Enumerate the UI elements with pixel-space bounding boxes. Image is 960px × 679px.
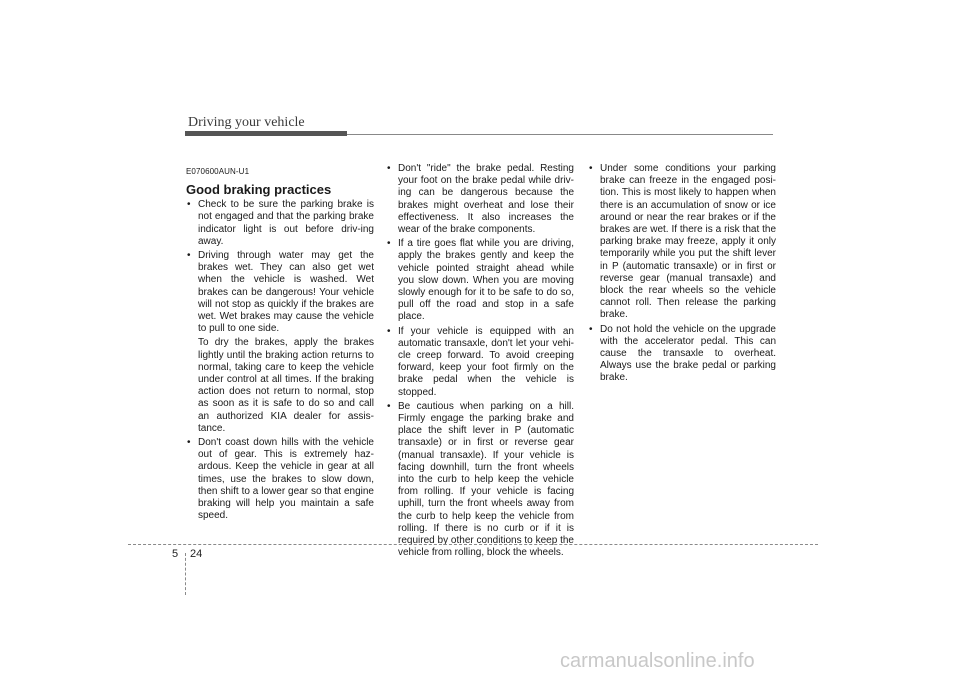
list-item: • Be cautious when parking on a hill. Firmly engage the parking brake and place the shift lever in P (automatic transaxle) or in first or reverse gear (manual transaxle). If your vehicle is facing downhill, turn the front wheels into the curb to help keep the vehicle from rolling. If your vehicle is facing uphill, turn the front wheels away from the curb to help keep the vehicle from rolling. If there is no curb or if it is required by other conditions to keep the vehicle from rolling, block the wheels. <box>386 401 574 560</box>
bullet-list-2 <box>386 163 574 560</box>
bullet-list-1b <box>186 437 374 522</box>
list-item: • Don't coast down hills with the vehicle out of gear. This is extremely haz-ardous. Keep the vehicle in gear at all times, use the brakes to slow down, then shift to a lower gear so that engine braking will help you maintain a safe speed. <box>186 437 374 522</box>
list-item: • If a tire goes flat while you are driving, apply the brakes gently and keep the vehicle pointed straight ahead while you slow down. When you are moving slowly enough for it to be safe to do so, pull off the road and stop in a safe place. <box>386 238 574 323</box>
list-item: • If your vehicle is equipped with an automatic transaxle, don't let your vehi-cle creep forward. To avoid creeping forward, keep your foot firmly on the brake pedal when the vehicle is stopped. <box>386 326 574 399</box>
column-1 <box>186 163 374 524</box>
footer-dashed-rule <box>128 544 818 545</box>
column-2 <box>386 163 574 562</box>
watermark: carmanualsonline.info <box>560 650 755 672</box>
bullet-list-3 <box>588 163 776 385</box>
page-header-title: Driving your vehicle <box>188 115 305 130</box>
header-accent-bar <box>185 131 347 136</box>
list-item: • Under some conditions your parking brake can freeze in the engaged posi-tion. This is most likely to happen when there is an accumulation of snow or ice around or near the rear brakes or if the brakes are wet. If there is a risk that the parking brake may freeze, apply it only temporarily while you put the shift lever in P (automatic transaxle) or in first or reverse gear (manual transaxle) and block the rear wheels so the vehicle cannot roll. Then release the parking brake. <box>588 163 776 322</box>
section-heading: Good braking practices <box>186 182 332 198</box>
chapter-number: 5 <box>172 548 179 560</box>
section-code: E070600AUN-U1 <box>186 167 250 176</box>
list-item: • Do not hold the vehicle on the upgrade with the accelerator pedal. This can cause the transaxle to overheat. Always use the brake pedal or parking brake. <box>588 324 776 385</box>
column-3 <box>588 163 776 387</box>
footer-dashed-divider <box>185 553 186 595</box>
list-item: • Driving through water may get the brakes wet. They can also get wet when the vehicle is washed. Wet brakes can be dangerous! Your vehicle will not stop as quickly if the brakes are wet. Wet brakes may cause the vehicle to pull to one side. <box>186 250 374 335</box>
page-number: 24 <box>190 548 203 560</box>
paragraph: To dry the brakes, apply the brakes lightly until the braking action returns to normal, taking care to keep the vehicle under control at all times. If the braking action does not return to normal, stop as soon as it is safe to do so and call an authorized KIA dealer for assis-tance. <box>198 337 374 434</box>
header-rule <box>347 134 773 135</box>
bullet-list-1 <box>186 199 374 335</box>
list-item: • Check to be sure the parking brake is not engaged and that the parking brake indicator light is out before driv-ing away. <box>186 199 374 248</box>
list-item: • Don't "ride" the brake pedal. Resting your foot on the brake pedal while driv-ing can be dangerous because the brakes might overheat and lose their effectiveness. It also increases the wear of the brake components. <box>386 163 574 236</box>
